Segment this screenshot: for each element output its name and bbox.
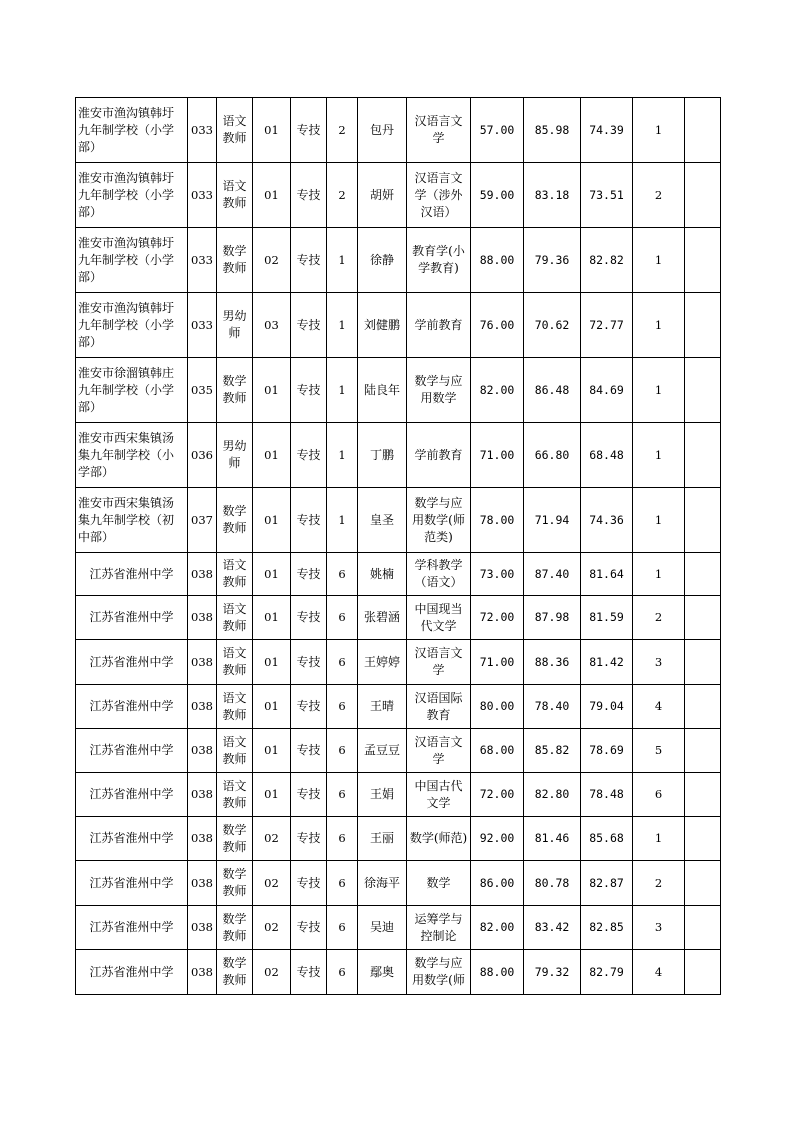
cell-school: 江苏省淮州中学 xyxy=(76,817,188,861)
cell-name: 王娟 xyxy=(358,773,407,817)
cell-pos-code: 02 xyxy=(253,228,291,293)
cell-major: 学科教学（语文） xyxy=(407,553,471,596)
cell-pos-code: 01 xyxy=(253,596,291,640)
cell-major: 汉语言文学 xyxy=(407,640,471,685)
cell-position: 数学教师 xyxy=(217,488,253,553)
cell-interview: 86.48 xyxy=(524,358,581,423)
cell-name: 吴迪 xyxy=(358,906,407,950)
cell-quota: 6 xyxy=(327,596,358,640)
cell-quota: 1 xyxy=(327,293,358,358)
cell-rank: 1 xyxy=(633,98,685,163)
cell-note xyxy=(685,98,721,163)
table-row xyxy=(76,163,721,228)
cell-total: 85.68 xyxy=(581,817,633,861)
cell-major: 中国现当代文学 xyxy=(407,596,471,640)
cell-written: 71.00 xyxy=(471,640,524,685)
cell-position: 语文教师 xyxy=(217,163,253,228)
cell-position: 数学教师 xyxy=(217,861,253,906)
cell-name: 王丽 xyxy=(358,817,407,861)
cell-total: 81.42 xyxy=(581,640,633,685)
cell-code: 038 xyxy=(188,596,217,640)
cell-note xyxy=(685,950,721,995)
cell-quota: 6 xyxy=(327,685,358,729)
cell-name: 姚楠 xyxy=(358,553,407,596)
cell-school: 淮安市西宋集镇汤集九年制学校（小学部） xyxy=(76,423,188,488)
table-row xyxy=(76,358,721,423)
cell-code: 038 xyxy=(188,861,217,906)
cell-pos-code: 01 xyxy=(253,488,291,553)
cell-school: 江苏省淮州中学 xyxy=(76,685,188,729)
cell-name: 王晴 xyxy=(358,685,407,729)
cell-interview: 87.40 xyxy=(524,553,581,596)
cell-name: 陆良年 xyxy=(358,358,407,423)
cell-pos-code: 03 xyxy=(253,293,291,358)
cell-quota: 1 xyxy=(327,423,358,488)
cell-rank: 1 xyxy=(633,488,685,553)
table-body xyxy=(76,98,721,995)
cell-pos-code: 01 xyxy=(253,98,291,163)
cell-interview: 83.42 xyxy=(524,906,581,950)
table-row xyxy=(76,596,721,640)
cell-quota: 6 xyxy=(327,950,358,995)
cell-pos-code: 01 xyxy=(253,163,291,228)
cell-rank: 1 xyxy=(633,423,685,488)
cell-major: 数学与应用数学 xyxy=(407,358,471,423)
cell-category: 专技 xyxy=(291,98,327,163)
cell-name: 徐海平 xyxy=(358,861,407,906)
cell-major: 汉语言文学（涉外汉语） xyxy=(407,163,471,228)
cell-position: 语文教师 xyxy=(217,685,253,729)
cell-major: 汉语国际教育 xyxy=(407,685,471,729)
cell-interview: 83.18 xyxy=(524,163,581,228)
cell-interview: 70.62 xyxy=(524,293,581,358)
cell-code: 033 xyxy=(188,228,217,293)
cell-note xyxy=(685,228,721,293)
cell-school: 江苏省淮州中学 xyxy=(76,640,188,685)
cell-written: 59.00 xyxy=(471,163,524,228)
cell-position: 语文教师 xyxy=(217,729,253,773)
table-row xyxy=(76,488,721,553)
cell-pos-code: 01 xyxy=(253,685,291,729)
cell-rank: 1 xyxy=(633,293,685,358)
table-row xyxy=(76,228,721,293)
cell-category: 专技 xyxy=(291,596,327,640)
cell-quota: 6 xyxy=(327,553,358,596)
table-row xyxy=(76,906,721,950)
cell-code: 038 xyxy=(188,773,217,817)
cell-rank: 4 xyxy=(633,685,685,729)
cell-note xyxy=(685,640,721,685)
cell-quota: 6 xyxy=(327,861,358,906)
cell-code: 033 xyxy=(188,163,217,228)
cell-written: 73.00 xyxy=(471,553,524,596)
cell-code: 038 xyxy=(188,553,217,596)
cell-written: 88.00 xyxy=(471,950,524,995)
cell-school: 江苏省淮州中学 xyxy=(76,596,188,640)
cell-rank: 1 xyxy=(633,228,685,293)
cell-total: 79.04 xyxy=(581,685,633,729)
cell-school: 淮安市西宋集镇汤集九年制学校（初中部） xyxy=(76,488,188,553)
cell-name: 皇圣 xyxy=(358,488,407,553)
cell-category: 专技 xyxy=(291,729,327,773)
table-row xyxy=(76,685,721,729)
cell-rank: 3 xyxy=(633,640,685,685)
cell-position: 数学教师 xyxy=(217,228,253,293)
cell-note xyxy=(685,906,721,950)
cell-interview: 71.94 xyxy=(524,488,581,553)
cell-position: 男幼师 xyxy=(217,423,253,488)
cell-name: 胡妍 xyxy=(358,163,407,228)
table-row xyxy=(76,293,721,358)
cell-quota: 1 xyxy=(327,228,358,293)
cell-interview: 66.80 xyxy=(524,423,581,488)
cell-note xyxy=(685,596,721,640)
cell-position: 语文教师 xyxy=(217,773,253,817)
cell-position: 数学教师 xyxy=(217,817,253,861)
cell-code: 036 xyxy=(188,423,217,488)
cell-name: 徐静 xyxy=(358,228,407,293)
cell-written: 76.00 xyxy=(471,293,524,358)
cell-quota: 6 xyxy=(327,640,358,685)
cell-category: 专技 xyxy=(291,773,327,817)
cell-rank: 2 xyxy=(633,861,685,906)
cell-interview: 85.98 xyxy=(524,98,581,163)
cell-category: 专技 xyxy=(291,861,327,906)
table-row xyxy=(76,817,721,861)
table-row xyxy=(76,861,721,906)
cell-quota: 6 xyxy=(327,817,358,861)
cell-pos-code: 01 xyxy=(253,640,291,685)
table-row xyxy=(76,729,721,773)
cell-interview: 79.36 xyxy=(524,228,581,293)
cell-category: 专技 xyxy=(291,950,327,995)
cell-written: 92.00 xyxy=(471,817,524,861)
cell-name: 包丹 xyxy=(358,98,407,163)
cell-written: 57.00 xyxy=(471,98,524,163)
cell-category: 专技 xyxy=(291,293,327,358)
cell-quota: 6 xyxy=(327,906,358,950)
cell-pos-code: 01 xyxy=(253,773,291,817)
cell-pos-code: 02 xyxy=(253,861,291,906)
cell-position: 语文教师 xyxy=(217,98,253,163)
cell-rank: 2 xyxy=(633,163,685,228)
results-table xyxy=(75,97,721,995)
cell-quota: 6 xyxy=(327,773,358,817)
cell-category: 专技 xyxy=(291,685,327,729)
cell-note xyxy=(685,358,721,423)
cell-major: 学前教育 xyxy=(407,423,471,488)
cell-major: 数学与应用数学(师 xyxy=(407,950,471,995)
table-row xyxy=(76,553,721,596)
cell-rank: 4 xyxy=(633,950,685,995)
cell-note xyxy=(685,685,721,729)
cell-total: 73.51 xyxy=(581,163,633,228)
cell-code: 038 xyxy=(188,685,217,729)
cell-interview: 78.40 xyxy=(524,685,581,729)
cell-total: 82.79 xyxy=(581,950,633,995)
cell-major: 汉语言文学 xyxy=(407,729,471,773)
cell-major: 学前教育 xyxy=(407,293,471,358)
table-row xyxy=(76,773,721,817)
cell-interview: 81.46 xyxy=(524,817,581,861)
cell-category: 专技 xyxy=(291,640,327,685)
cell-category: 专技 xyxy=(291,817,327,861)
cell-category: 专技 xyxy=(291,358,327,423)
cell-school: 淮安市渔沟镇韩圩九年制学校（小学部） xyxy=(76,98,188,163)
cell-school: 淮安市渔沟镇韩圩九年制学校（小学部） xyxy=(76,293,188,358)
cell-quota: 1 xyxy=(327,358,358,423)
cell-code: 033 xyxy=(188,293,217,358)
cell-school: 江苏省淮州中学 xyxy=(76,906,188,950)
cell-quota: 2 xyxy=(327,98,358,163)
cell-rank: 2 xyxy=(633,596,685,640)
cell-note xyxy=(685,293,721,358)
cell-total: 81.59 xyxy=(581,596,633,640)
cell-pos-code: 01 xyxy=(253,553,291,596)
cell-position: 男幼师 xyxy=(217,293,253,358)
cell-position: 语文教师 xyxy=(217,596,253,640)
cell-total: 72.77 xyxy=(581,293,633,358)
cell-name: 孟豆豆 xyxy=(358,729,407,773)
cell-category: 专技 xyxy=(291,228,327,293)
cell-code: 038 xyxy=(188,817,217,861)
cell-school: 江苏省淮州中学 xyxy=(76,861,188,906)
cell-note xyxy=(685,163,721,228)
cell-code: 037 xyxy=(188,488,217,553)
cell-written: 72.00 xyxy=(471,596,524,640)
cell-position: 语文教师 xyxy=(217,640,253,685)
cell-major: 数学 xyxy=(407,861,471,906)
cell-position: 数学教师 xyxy=(217,906,253,950)
table-row xyxy=(76,423,721,488)
cell-total: 82.82 xyxy=(581,228,633,293)
cell-major: 汉语言文学 xyxy=(407,98,471,163)
cell-total: 82.87 xyxy=(581,861,633,906)
cell-written: 82.00 xyxy=(471,358,524,423)
cell-written: 72.00 xyxy=(471,773,524,817)
cell-total: 74.36 xyxy=(581,488,633,553)
cell-note xyxy=(685,861,721,906)
cell-major: 数学与应用数学(师范类) xyxy=(407,488,471,553)
cell-rank: 5 xyxy=(633,729,685,773)
cell-school: 淮安市渔沟镇韩圩九年制学校（小学部） xyxy=(76,163,188,228)
cell-major: 教育学(小学教育) xyxy=(407,228,471,293)
cell-rank: 1 xyxy=(633,358,685,423)
table-row xyxy=(76,98,721,163)
cell-total: 78.69 xyxy=(581,729,633,773)
cell-interview: 87.98 xyxy=(524,596,581,640)
cell-written: 68.00 xyxy=(471,729,524,773)
cell-interview: 88.36 xyxy=(524,640,581,685)
cell-total: 78.48 xyxy=(581,773,633,817)
cell-category: 专技 xyxy=(291,423,327,488)
cell-written: 82.00 xyxy=(471,906,524,950)
cell-category: 专技 xyxy=(291,163,327,228)
cell-pos-code: 02 xyxy=(253,950,291,995)
cell-name: 刘健鹏 xyxy=(358,293,407,358)
cell-pos-code: 01 xyxy=(253,423,291,488)
cell-major: 运筹学与控制论 xyxy=(407,906,471,950)
cell-position: 数学教师 xyxy=(217,358,253,423)
cell-rank: 1 xyxy=(633,553,685,596)
cell-interview: 82.80 xyxy=(524,773,581,817)
cell-code: 038 xyxy=(188,729,217,773)
cell-interview: 79.32 xyxy=(524,950,581,995)
cell-total: 68.48 xyxy=(581,423,633,488)
cell-name: 张碧涵 xyxy=(358,596,407,640)
cell-note xyxy=(685,773,721,817)
cell-quota: 6 xyxy=(327,729,358,773)
cell-written: 78.00 xyxy=(471,488,524,553)
cell-position: 数学教师 xyxy=(217,950,253,995)
cell-code: 038 xyxy=(188,950,217,995)
cell-total: 74.39 xyxy=(581,98,633,163)
cell-school: 江苏省淮州中学 xyxy=(76,729,188,773)
cell-total: 82.85 xyxy=(581,906,633,950)
cell-interview: 80.78 xyxy=(524,861,581,906)
cell-note xyxy=(685,488,721,553)
cell-pos-code: 02 xyxy=(253,817,291,861)
cell-quota: 1 xyxy=(327,488,358,553)
cell-school: 淮安市徐溜镇韩庄九年制学校（小学部） xyxy=(76,358,188,423)
table-row xyxy=(76,950,721,995)
cell-code: 038 xyxy=(188,906,217,950)
cell-total: 84.69 xyxy=(581,358,633,423)
cell-rank: 6 xyxy=(633,773,685,817)
cell-code: 033 xyxy=(188,98,217,163)
cell-note xyxy=(685,553,721,596)
cell-code: 035 xyxy=(188,358,217,423)
cell-name: 鄢奥 xyxy=(358,950,407,995)
cell-school: 淮安市渔沟镇韩圩九年制学校（小学部） xyxy=(76,228,188,293)
cell-interview: 85.82 xyxy=(524,729,581,773)
cell-pos-code: 02 xyxy=(253,906,291,950)
cell-written: 71.00 xyxy=(471,423,524,488)
cell-major: 中国古代文学 xyxy=(407,773,471,817)
cell-name: 丁鹏 xyxy=(358,423,407,488)
cell-name: 王婷婷 xyxy=(358,640,407,685)
cell-major: 数学(师范) xyxy=(407,817,471,861)
cell-note xyxy=(685,729,721,773)
cell-school: 江苏省淮州中学 xyxy=(76,773,188,817)
cell-quota: 2 xyxy=(327,163,358,228)
cell-code: 038 xyxy=(188,640,217,685)
cell-note xyxy=(685,817,721,861)
cell-total: 81.64 xyxy=(581,553,633,596)
cell-written: 88.00 xyxy=(471,228,524,293)
cell-written: 86.00 xyxy=(471,861,524,906)
cell-written: 80.00 xyxy=(471,685,524,729)
cell-position: 语文教师 xyxy=(217,553,253,596)
cell-school: 江苏省淮州中学 xyxy=(76,950,188,995)
cell-rank: 3 xyxy=(633,906,685,950)
table-row xyxy=(76,640,721,685)
cell-rank: 1 xyxy=(633,817,685,861)
cell-pos-code: 01 xyxy=(253,729,291,773)
cell-category: 专技 xyxy=(291,553,327,596)
cell-note xyxy=(685,423,721,488)
cell-school: 江苏省淮州中学 xyxy=(76,553,188,596)
cell-pos-code: 01 xyxy=(253,358,291,423)
cell-category: 专技 xyxy=(291,488,327,553)
cell-category: 专技 xyxy=(291,906,327,950)
